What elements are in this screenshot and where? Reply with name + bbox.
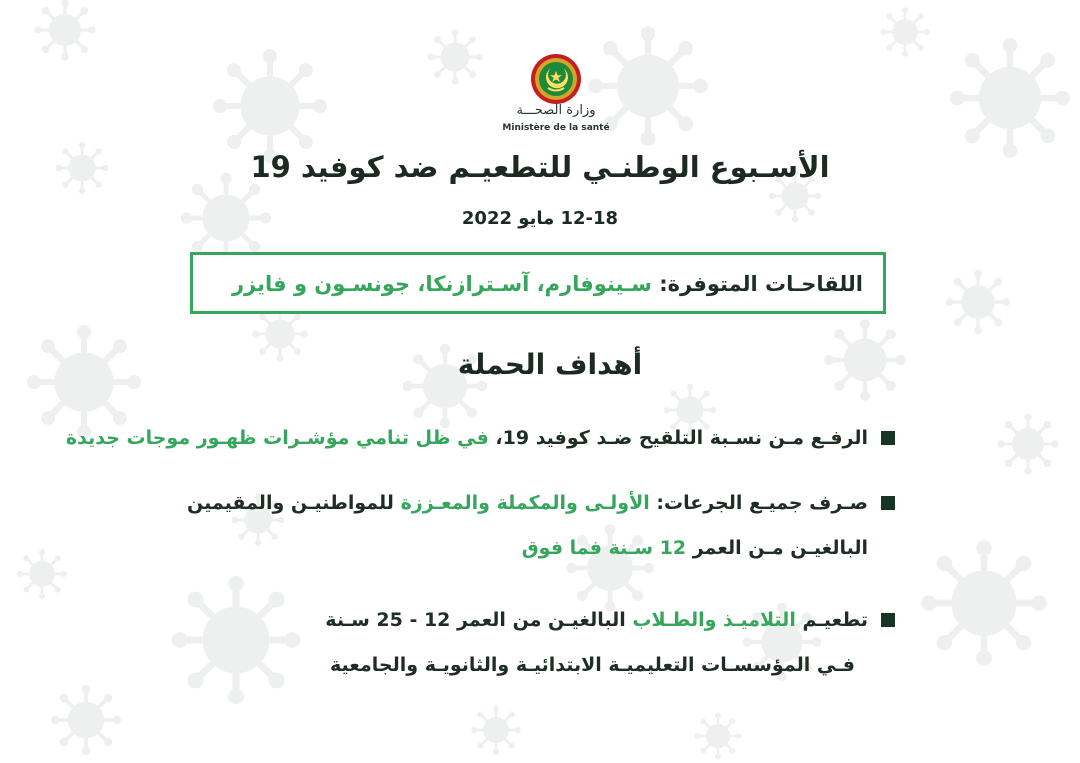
available-vaccines-line [213, 267, 863, 301]
campaign-date: 12-18 مايو 2022 [461, 208, 619, 229]
ministry-french-name: Ministère de la santé [502, 123, 610, 133]
vaccine-names: سـينوفارم، آسـترازنكا، جونسـون و فايزر [231, 272, 652, 296]
ministry-logo [500, 52, 612, 138]
available-vaccines-label: اللقاحـات المتوفرة: [659, 272, 863, 296]
campaign-goals-heading: أهداف الحملة [457, 348, 643, 381]
goal-2-line-1 [108, 488, 868, 518]
page-title: الأسـبوع الوطنـي للتطعيـم ضد كوفيد 19 [250, 150, 830, 184]
goal-bullet-3-icon [881, 613, 895, 627]
goal-3-line-2 [95, 650, 855, 680]
available-vaccines-box [190, 252, 886, 314]
goal-2-line-2-green-text: 12 سـنة فما فوق [521, 537, 687, 559]
ministry-of-health-seal [529, 52, 583, 106]
goal-bullet-2-icon [881, 496, 895, 510]
ministry-arabic-name: وزارة الصحـــة [516, 103, 596, 118]
goal-2-dark-text-a: صـرف جميـع الجرعات: [656, 492, 868, 514]
goal-3-green-text: التلاميـذ والطـلاب [632, 609, 796, 631]
goal-3-line-2-dark-text: فـي المؤسسـات التعليميـة الابتدائيـة والثانويـة والجامعية [330, 654, 855, 676]
goal-2-line-2 [108, 533, 868, 563]
goal-1-green-text: في ظل تنامي مؤشـرات ظهـور موجات جديدة [65, 427, 489, 449]
goal-2-green-text: الأولـى والمكملة والمعـززة [400, 492, 650, 514]
goal-1-dark-text: الرفـع مـن نسـبة التلقيح ضـد كوفيد 19، [495, 427, 868, 449]
goal-bullet-1-icon [881, 431, 895, 445]
goal-1-line [65, 423, 868, 453]
goal-3-line-1 [108, 605, 868, 635]
goal-3-dark-text-a: تطعيـم [802, 609, 868, 631]
goal-2-dark-text-b: للمواطنيـن والمقيمين [187, 492, 394, 514]
goal-2-line-2-dark-text: البالغيـن مـن العمر [692, 537, 868, 559]
goal-3-dark-text-b: البالغيـن من العمر 12 - 25 سـنة [325, 609, 626, 631]
